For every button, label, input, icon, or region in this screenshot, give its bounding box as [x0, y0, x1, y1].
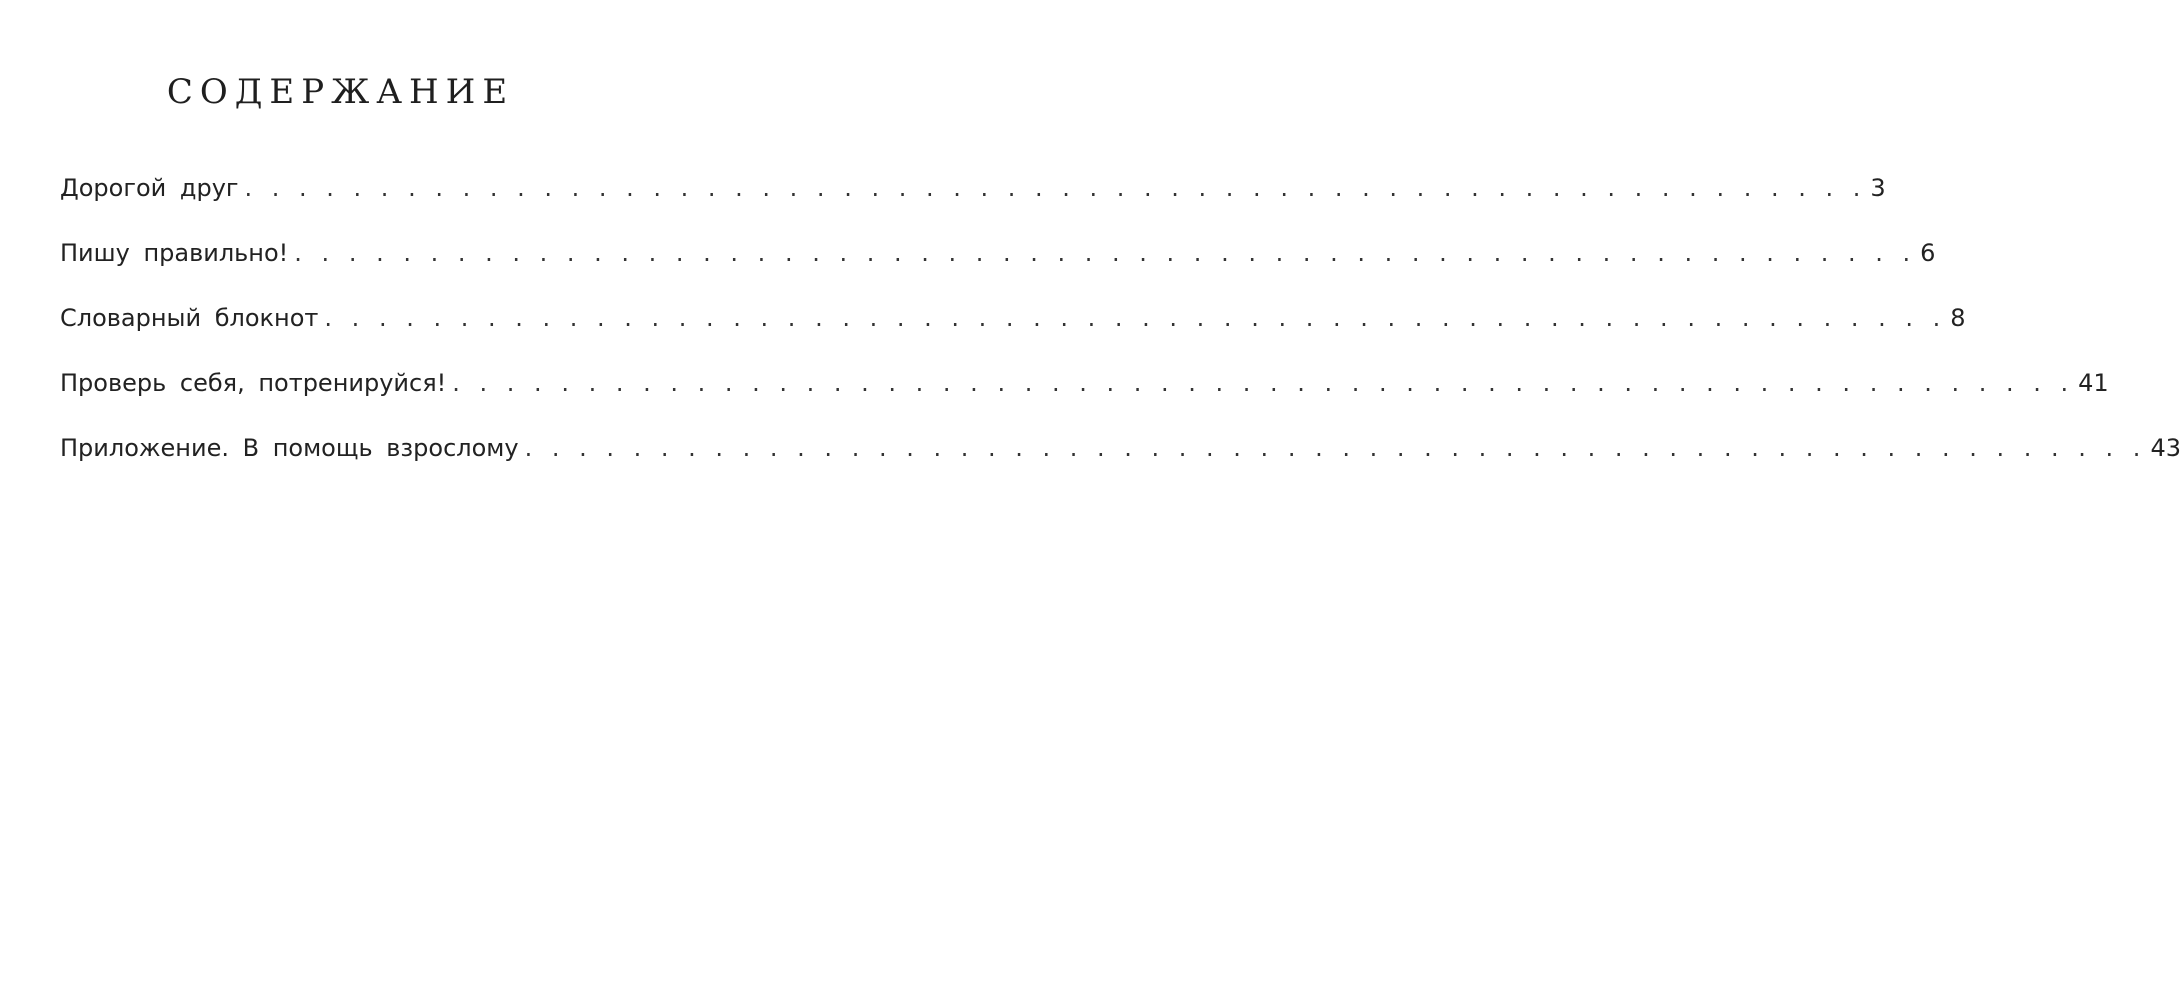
- toc-entry-vocabulary-notebook[interactable]: [60, 304, 1966, 369]
- toc-entry-check-yourself[interactable]: [60, 369, 2109, 434]
- toc-entry-label: Словарный блокнот: [60, 304, 319, 332]
- dot-leader: . . . . . . . . . . . . . . . . . . . . . . . . . . . . . . . . . . . . . . . . . . . . . . . . . . . . . . . . . . . .: [244, 174, 1867, 202]
- toc-entry-label: Проверь себя, потренируйся!: [60, 369, 447, 397]
- toc-entry-page-number: 43: [2150, 434, 2181, 462]
- dot-leader: . . . . . . . . . . . . . . . . . . . . . . . . . . . . . . . . . . . . . . . . . . . . . . . . . . . . . . . . . . . .: [294, 239, 1917, 267]
- toc-entry-label: Приложение. В помощь взрослому: [60, 434, 519, 462]
- toc-entry-dear-friend[interactable]: [60, 174, 1886, 239]
- dot-leader: . . . . . . . . . . . . . . . . . . . . . . . . . . . . . . . . . . . . . . . . . . . . . . . . . . . . . . . . . . . .: [324, 304, 1947, 332]
- page-title: СОДЕРЖАНИЕ: [166, 72, 515, 112]
- table-of-contents: [60, 174, 2181, 499]
- toc-entry-page-number: 8: [1950, 304, 1966, 332]
- toc-entry-label: Пишу правильно!: [60, 239, 289, 267]
- dot-leader: . . . . . . . . . . . . . . . . . . . . . . . . . . . . . . . . . . . . . . . . . . . . . . . . . . . . . . . . . . . .: [452, 369, 2075, 397]
- toc-entry-label: Дорогой друг: [60, 174, 239, 202]
- dot-leader: . . . . . . . . . . . . . . . . . . . . . . . . . . . . . . . . . . . . . . . . . . . . . . . . . . . . . . . . . . . .: [524, 434, 2147, 462]
- toc-entry-write-correctly[interactable]: [60, 239, 1936, 304]
- toc-entry-page-number: 41: [2078, 369, 2109, 397]
- toc-entry-page-number: 6: [1920, 239, 1936, 267]
- toc-entry-page-number: 3: [1870, 174, 1886, 202]
- toc-entry-appendix[interactable]: [60, 434, 2181, 499]
